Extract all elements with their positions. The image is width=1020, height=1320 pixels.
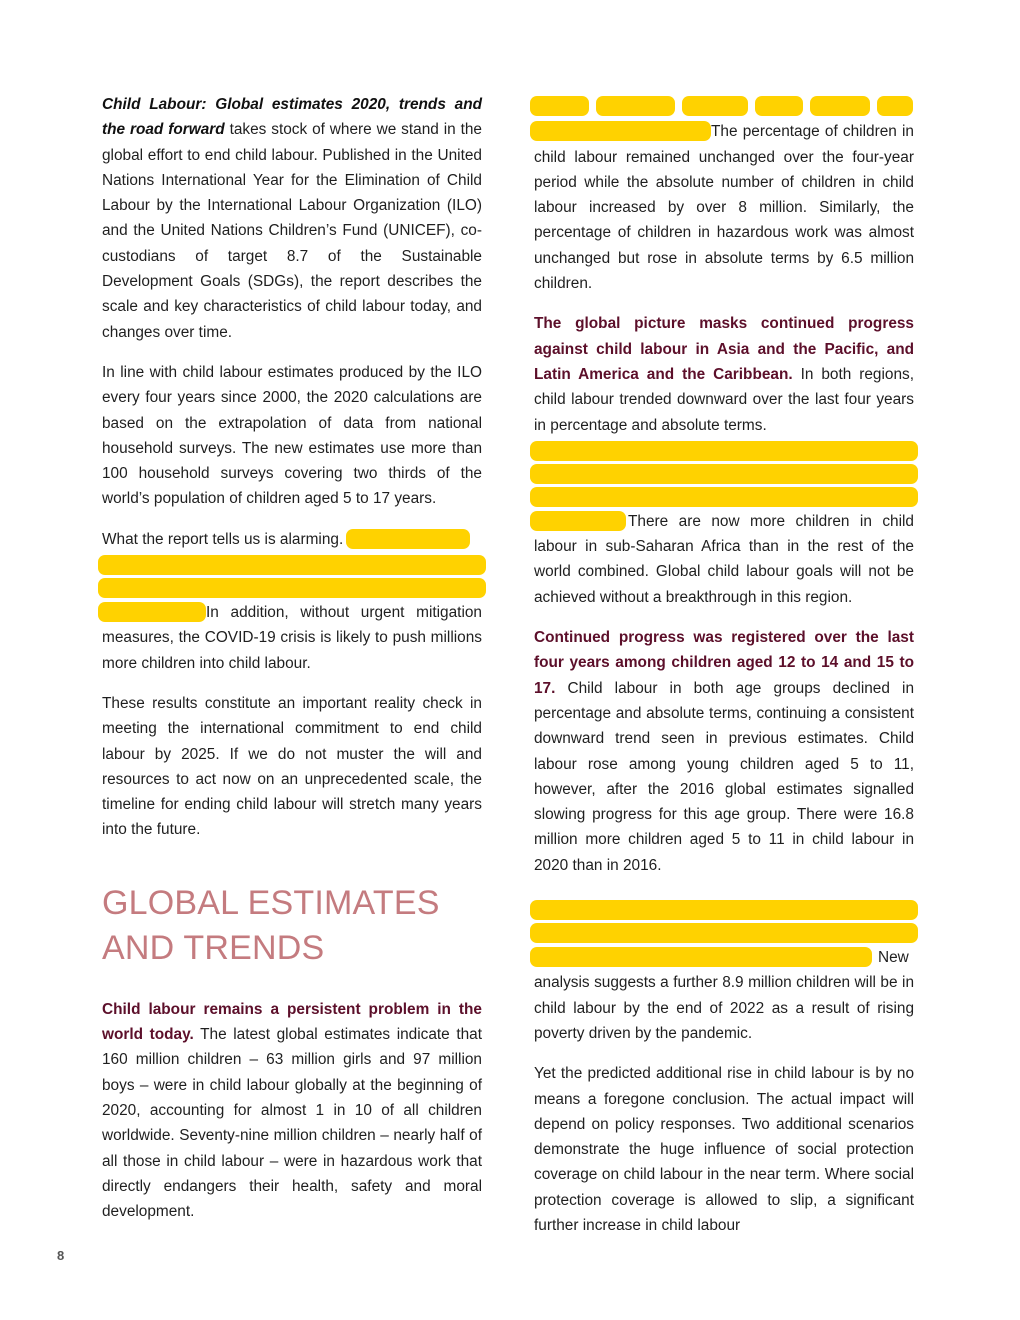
redaction-highlight xyxy=(98,602,206,622)
right-column xyxy=(534,92,914,1253)
redaction-highlight xyxy=(98,578,486,598)
lead-sentence: The global picture masks continued progress against child labour in Asia and the Pacific, and Latin America and the Caribbean. xyxy=(534,315,914,383)
age-groups-text: Child labour in both age groups declined in percentage and absolute terms, continuing a consistent downward trend seen in previous estimates. Child labour rose among young children aged 5 to 11, however, after the 2016 global estimates signalled slowing progress for this age group. There were 16.8 million more children aged 5 to 11 in child labour in 2020 than in 2016. xyxy=(534,679,914,874)
redaction-highlight xyxy=(530,511,626,531)
intro-paragraph xyxy=(102,92,482,345)
methodology-paragraph: In line with child labour estimates produced by the ILO every four years since 2000, the 2020 calculations are based on the extrapolation of data from national household surveys. The new estimates use more than 100 household surveys covering two thirds of the world’s population of children aged 5 to 17 years. xyxy=(102,363,482,508)
section-heading-line2: AND TRENDS xyxy=(102,928,325,967)
redaction-highlight xyxy=(877,96,913,116)
africa-text: There are now more children in child labour in sub-Saharan Africa than in the rest of the world combined. Global child labour goals will not be achieved without a breakthrough in this region. xyxy=(534,512,914,606)
redaction-highlight xyxy=(530,96,589,116)
reality-check-paragraph: These results constitute an important reality check in meeting the international commitment to end child labour by 2025. If we do not muster the will and resources to act now on an unprecedented scale, the timeline for ending child labour will stretch many years into the future. xyxy=(102,694,482,839)
lead-sentence: Continued progress was registered over the last four years among children aged 12 to 14 and 15 to 17. xyxy=(534,629,914,697)
redaction-highlight xyxy=(530,900,918,920)
redaction-highlight xyxy=(98,555,486,575)
trend-paragraph xyxy=(534,94,914,296)
alarming-text: What the report tells us is alarming. xyxy=(102,530,344,548)
covid-text: In addition, without urgent mitigation measures, the COVID-19 crisis is likely to push millions more children into child labour. xyxy=(102,604,482,672)
paragraph-text: The latest global estimates indicate that 160 million children – 63 million girls and 97 million boys – were in child labour globally at the beginning of 2020, accounting for almost 1 in 10 of all children worldwide. Seventy-nine million children – nearly half of all those in child labour – were in hazardous work that directly endangers their health, safety and moral development. xyxy=(102,1026,483,1221)
redaction-highlight xyxy=(530,441,918,461)
alarming-paragraph xyxy=(102,527,482,676)
redaction-highlight xyxy=(530,121,711,141)
persistent-problem-paragraph xyxy=(102,997,482,1225)
redaction-highlight xyxy=(530,923,918,943)
report-title: Child Labour: Global estimates 2020, trends and the road forward xyxy=(102,96,482,139)
redaction-highlight xyxy=(530,487,918,507)
redaction-highlight xyxy=(530,464,918,484)
redaction-highlight xyxy=(346,529,470,549)
age-groups-paragraph xyxy=(534,625,914,878)
pandemic-paragraph xyxy=(534,900,914,1046)
redaction-highlight xyxy=(596,96,675,116)
redaction-highlight xyxy=(682,96,748,116)
intro-text: takes stock of where we stand in the global effort to end child labour. Published in the United Nations International Year for the Elimination of Child Labour by the International Labour Organization (ILO) and the United Nations Children’s Fund (UNICEF), co-custodians of target 8.7 of the Sustainable Development Goals (SDGs), the report describes the scale and key characteristics of child labour today, and changes over time. xyxy=(102,121,482,341)
policy-paragraph: Yet the predicted additional rise in child labour is by no means a foregone conclusion. The actual impact will depend on policy responses. Two additional scenarios demonstrate the huge influence of social protection coverage on child labour in the near term. Where social protection coverage is allowed to slip, a significant further increase in child labour xyxy=(534,1065,914,1234)
pandemic-text: New analysis suggests a further 8.9 million children will be in child labour by the end of 2022 as a result of rising poverty driven by the pandemic. xyxy=(534,949,914,1042)
lead-sentence: Child labour remains a persistent problem in the world today. xyxy=(102,1000,482,1044)
trend-text: The percentage of children in child labour remained unchanged over the four-year period while the absolute number of children in child labour increased by over 8 million. Similarly, the percentage of children in hazardous work was almost unchanged but rose in absolute terms by 6.5 million children. xyxy=(534,123,914,293)
regional-paragraph xyxy=(534,311,914,610)
redaction-highlight xyxy=(530,947,872,967)
section-heading xyxy=(102,881,482,971)
redaction-highlight xyxy=(810,96,870,116)
section-heading-line1: GLOBAL ESTIMATES xyxy=(102,883,440,922)
left-column xyxy=(102,92,482,1239)
page-number: 8 xyxy=(57,1248,65,1263)
redaction-highlight xyxy=(755,96,803,116)
regional-text: In both regions, child labour trended downward over the last four years in percentage and absolute terms. xyxy=(534,365,914,434)
